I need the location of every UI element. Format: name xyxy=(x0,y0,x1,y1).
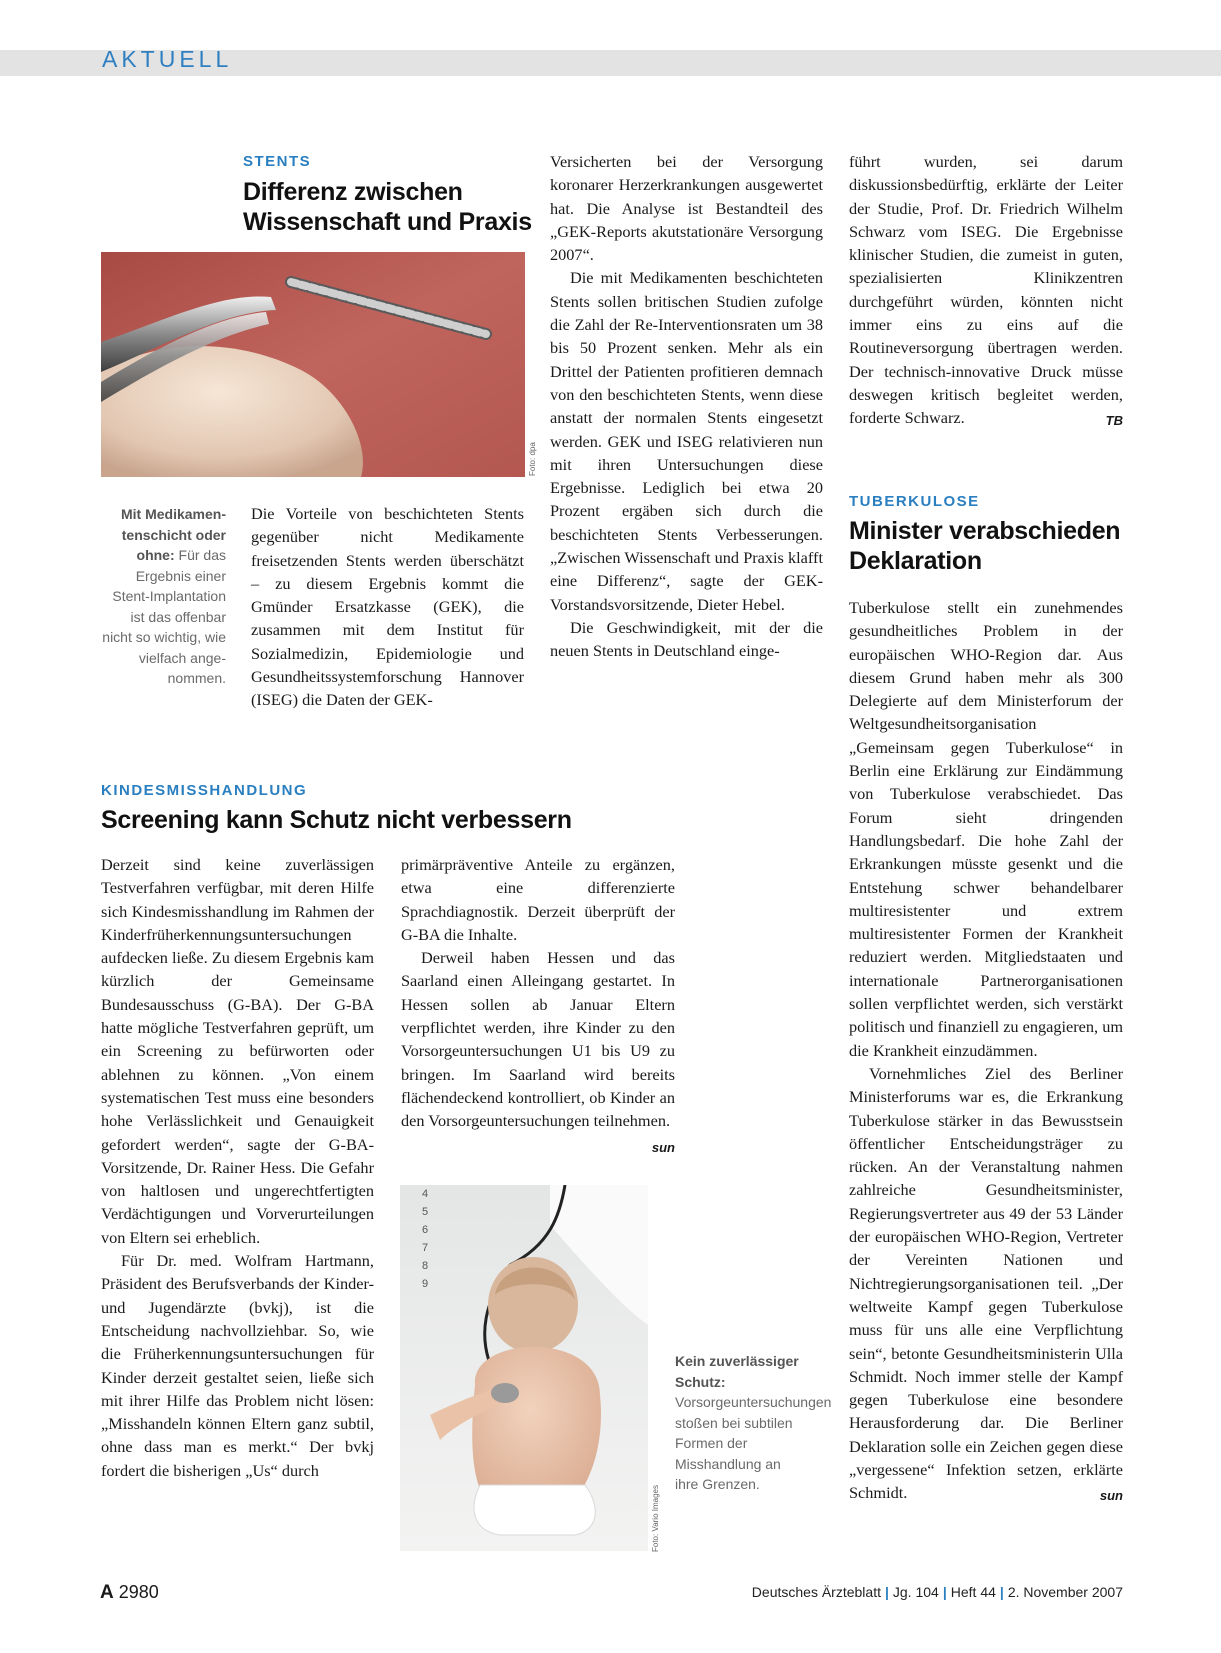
stents-column-2 xyxy=(550,150,823,663)
stents-headline-line1: Differenz zwischen xyxy=(243,178,463,206)
stent-caption-bold: Mit Medikamen-tenschicht oder ohne: xyxy=(120,506,226,563)
km-col2-p2: Derweil haben Hessen und das Saarland einen Alleingang gestartet. In Hessen sollen ab Januar Eltern verpflichtet werden, ihre Kinder zu den Vorsorgeuntersuchungen U1 bis U9 zu bringen. Im Saarland wird bereits flächendeckend kontrolliert, ob Kinder an den Vorsorgeuntersuchungen teilnehmen. xyxy=(401,948,675,1131)
stents-signature: TB xyxy=(1105,413,1123,429)
km-kicker: KINDESMISSHANDLUNG xyxy=(101,782,308,799)
svg-text:8: 8 xyxy=(422,1260,429,1272)
stent-photo xyxy=(101,252,525,477)
tb-kicker: TUBERKULOSE xyxy=(849,493,980,510)
stents-col3-text: führt wurden, sei darum diskussionsbedürftig, erklärte der Leiter der Studie, Prof. Dr. Friedrich Wilhelm Schwarz vom ISEG. Die Ergebnisse klinischer Studien, die zumeist in guten, spezialisierten Klinikzentren durchgeführt würden, könnten nicht immer eins zu eins auf die Routineversorgung übertragen werden. Der technisch-innovative Druck müsse deswegen kritisch begleitet werden, forderte Schwarz. xyxy=(849,152,1123,428)
section-label: AKTUELL xyxy=(102,46,233,72)
tb-headline-line2: Deklaration xyxy=(849,547,982,575)
stents-headline-line2: Wissenschaft und Praxis xyxy=(243,208,532,236)
stents-col2-p2: Die mit Medikamenten beschichteten Stents sollen britischen Studien zufolge die Zahl der Re-Interventionsraten um 38 bis 50 Prozent senken. Mehr als ein Drittel der Patienten profitieren demnach von den beschichteten Stents, wenn diese anstatt der normalen Stents eingesetzt werden. GEK und ISEG relativieren nun mit ihren Untersuchungen diese Ergebnisse. Lediglich bei etwa 20 Prozent ergäben sich durch die beschichteten Stents Verbesserungen. „Zwischen Wissenschaft und Praxis klafft eine Differenz“, sagte der GEK-Vorstandsvorsitzende, Dieter Hebel. xyxy=(550,268,823,614)
stent-caption xyxy=(100,504,226,689)
stents-kicker: STENTS xyxy=(243,153,312,170)
svg-text:6: 6 xyxy=(422,1224,429,1236)
separator: | xyxy=(942,1584,947,1600)
baby-caption-text: Vorsorgeuntersuchungen stoßen bei subtilen Formen der Misshandlung an ihre Grenzen. xyxy=(675,1394,832,1492)
page-prefix: A xyxy=(100,1582,114,1603)
tb-headline xyxy=(849,516,1120,576)
tb-p2: Vornehmliches Ziel des Berliner Ministerforums war es, die Erkrankung Tuberkulose stärker in das Bewusstsein öffentlicher Entscheidungsträger zu rücken. An der Veranstaltung nahmen zahlreiche Gesundheitsminister, Regierungsvertreter aus 49 der 53 Länder der europäischen WHO-Region, Vertreter der Vereinten Nationen und Nichtregierungsorganisationen teil. „Der weltweite Kampf gegen Tuberkulose muss für uns alle eine Verpflichtung sein“, betonte Gesundheitsministerin Ulla Schmidt. Noch immer stelle der Kampf gegen Tuberkulose eine besondere Herausforderung dar. Die Berliner Deklaration solle ein Zeichen gegen diese „vergessene“ Infektion setzen, erklärte Schmidt. xyxy=(849,1063,1123,1503)
baby-photo-credit: Foto: Vario Images xyxy=(651,1485,660,1552)
tb-p1: Tuberkulose stellt ein zunehmendes gesundheitliches Problem in der europäischen WHO-Region dar. Aus diesem Grund haben mehr als 300 Delegierte auf dem Ministerforum der Weltgesundheitsorganisation „Gemeinsam gegen Tuberkulose“ in Berlin eine Erklärung zur Eindämmung von Tuberkulose verabschiedet. Das Forum sieht dringenden Handlungsbedarf. Die hohe Zahl der Erkrankungen müsste gesenkt und die Entstehung schwer behandelbarer multiresistenter und extrem multiresistenter Formen der Krankheit reduziert werden. Mitgliedstaaten und internationale Partnerorganisationen sollen verpflichtet werden, sich verstärkt politisch und finanziell zu engagieren, um die Krankheit einzudämmen. xyxy=(849,598,1123,1060)
km-col2-p2-wrap xyxy=(401,946,675,1155)
stents-headline xyxy=(243,177,532,237)
tb-signature: sun xyxy=(1099,1488,1123,1504)
tb-headline-line1: Minister verabschieden xyxy=(849,517,1121,545)
stents-col1-p1: Die Vorteile von beschichteten Stents gegenüber nicht Medikamente freisetzenden Stents werden überschätzt – zu diesem Ergebnis kommt die Gmünder Ersatzkasse (GEK), die zusammen mit dem Institut für Sozialmedizin, Epidemiologie und Gesundheitssystemforschung Hannover (ISEG) die Daten der GEK- xyxy=(251,504,524,710)
km-column-2 xyxy=(401,853,675,1159)
svg-text:4: 4 xyxy=(422,1188,429,1200)
svg-text:9: 9 xyxy=(422,1278,429,1290)
stents-col2-p3: Die Geschwindigkeit, mit der die neuen Stents in Deutschland einge- xyxy=(550,617,823,661)
stents-column-3 xyxy=(849,150,1123,433)
svg-text:5: 5 xyxy=(422,1206,429,1218)
km-col1-p2: Für Dr. med. Wolfram Hartmann, Präsident des Berufsverbands der Kinder- und Jugendärzte (bvkj), ist die Entscheidung nachvollziehbar. So, wie die Früherkennungsuntersuchungen für Kinder derzeit gestaltet seien, ließe sich mit ihrer Hilfe das Problem nicht lösen: „Misshandeln können Eltern ganz subtil, ohne dass man es merkt.“ Der bvkj fordert die bisherigen „Us“ durch xyxy=(101,1251,374,1480)
tb-column xyxy=(849,596,1123,1508)
tb-p2-wrap xyxy=(849,1062,1123,1505)
km-signature: sun xyxy=(651,1139,675,1155)
stents-col3-p1 xyxy=(849,150,1123,430)
stent-photo-credit: Foto: dpa xyxy=(528,442,537,476)
km-column-1 xyxy=(101,853,374,1482)
page-number xyxy=(100,1582,159,1604)
journal-date: 2. November 2007 xyxy=(1007,1584,1123,1600)
km-headline: Screening kann Schutz nicht verbessern xyxy=(101,806,572,834)
stent-caption-text: Für das Ergebnis einer Stent-Implantation ist das offenbar nicht so wichtig, wie vielfach ange-nommen. xyxy=(102,547,226,686)
baby-caption-bold: Kein zuverlässiger Schutz: xyxy=(675,1353,799,1390)
stents-column-1 xyxy=(251,502,524,712)
journal-volume: Jg. 104 xyxy=(892,1584,939,1600)
svg-text:7: 7 xyxy=(422,1242,429,1254)
journal-issue: Heft 44 xyxy=(950,1584,996,1600)
stents-col2-p1: Versicherten bei der Versorgung koronarer Herzerkrankungen ausgewertet hat. Die Analyse ist Bestandteil des „GEK-Reports akutstationäre Versorgung 2007“. xyxy=(550,152,823,265)
km-col1-p1: Derzeit sind keine zuverlässigen Testverfahren verfügbar, mit deren Hilfe sich Kindesmisshandlung im Rahmen der Kinderfrüherkennungsuntersuchungen aufdecken ließe. Zu diesem Ergebnis kam kürzlich der Gemeinsame Bundesausschuss (G-BA). Der G-BA hatte mögliche Testverfahren geprüft, um ein Screening zu befürworten oder ablehnen zu können. „Von einem systematischen Test muss eine besonders hohe Verlässlichkeit und Genauigkeit gefordert werden“, sagte der G-BA-Vorsitzende, Dr. Rainer Hess. Die Gefahr von haltlosen und ungerechtfertigten Verdächtigungen und Vorverurteilungen von Eltern sei erheblich. xyxy=(101,855,374,1247)
journal-info xyxy=(752,1584,1123,1600)
km-col2-p1: primärpräventive Anteile zu ergänzen, etwa eine differenzierte Sprachdiagnostik. Derzeit überprüft der G-BA die Inhalte. xyxy=(401,855,675,944)
baby-caption xyxy=(675,1351,832,1495)
separator: | xyxy=(884,1584,889,1600)
separator: | xyxy=(999,1584,1004,1600)
baby-photo xyxy=(400,1185,648,1551)
page-number-value: 2980 xyxy=(118,1582,159,1602)
journal-name: Deutsches Ärzteblatt xyxy=(751,1584,881,1600)
